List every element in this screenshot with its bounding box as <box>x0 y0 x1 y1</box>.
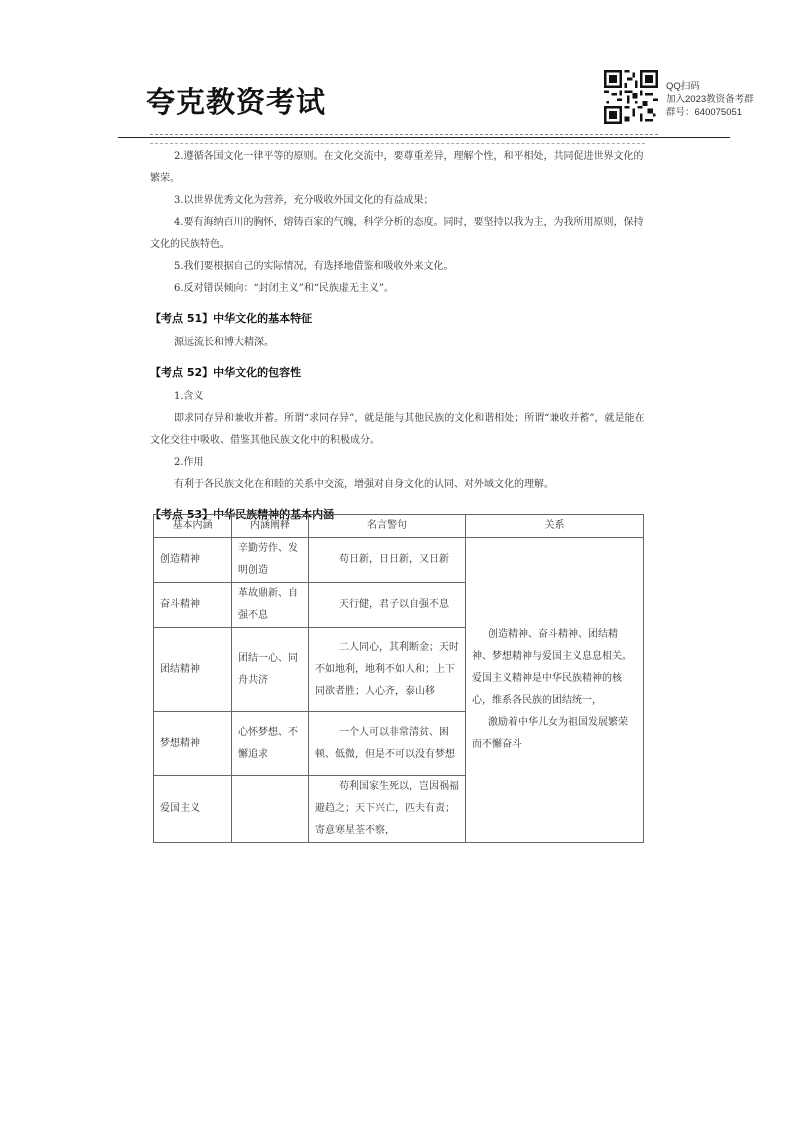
brand-logo-text: 夸克教资考试 <box>146 85 327 119</box>
qr-caption-line: 加入2023教资备考群 <box>666 94 754 105</box>
section-heading: 【考点 53】中华民族精神的基本内涵 <box>150 508 335 521</box>
cell-explain: 团结一心、同舟共济 <box>232 628 309 712</box>
document-body <box>150 146 650 528</box>
cell-quote: 天行健，君子以自强不息 <box>309 583 466 628</box>
cell-quote: 苟日新，日日新，又日新 <box>309 538 466 583</box>
paragraph: 源远流长和博大精深。 <box>174 337 274 348</box>
cell-explain: 心怀梦想、不懈追求 <box>232 712 309 776</box>
paragraph: 有利于各民族文化在和睦的关系中交流，增强对自身文化的认同、对外域文化的理解。 <box>174 479 554 490</box>
table-row <box>154 538 644 583</box>
subheading: 2.作用 <box>174 457 204 468</box>
national-spirit-table <box>153 514 644 843</box>
header-rule <box>118 137 730 138</box>
cell-name: 梦想精神 <box>154 712 232 776</box>
qr-caption <box>666 80 754 119</box>
paragraph: 6.反对错误倾向：“封闭主义”和“民族虚无主义”。 <box>174 283 394 294</box>
header-dashed-rule <box>150 134 658 135</box>
qr-caption-line: 群号：640075051 <box>666 107 743 118</box>
content-top-rule <box>150 143 645 144</box>
cell-name: 创造精神 <box>154 538 232 583</box>
qr-code-icon[interactable] <box>604 70 658 124</box>
cell-explain <box>232 776 309 843</box>
paragraph: 4.要有海纳百川的胸怀，熔铸百家的气魄，科学分析的态度。同时，要坚持以我为主，为我所用原则，保持文化的民族特色。 <box>150 217 644 250</box>
section-heading: 【考点 52】中华文化的包容性 <box>150 366 302 379</box>
cell-name: 爱国主义 <box>154 776 232 843</box>
column-header: 关系 <box>466 515 644 538</box>
paragraph: 3.以世界优秀文化为营养，充分吸收外国文化的有益成果； <box>174 195 434 206</box>
relation-text: 激励着中华儿女为祖国发展繁荣而不懈奋斗 <box>472 717 628 750</box>
cell-relation <box>466 538 644 843</box>
table-header-row <box>154 515 644 538</box>
cell-name: 奋斗精神 <box>154 583 232 628</box>
paragraph: 2.遵循各国文化一律平等的原则。在文化交流中，要尊重差异，理解个性，和平相处，共同促进世界文化的繁荣。 <box>150 151 644 184</box>
column-header: 名言警句 <box>309 515 466 538</box>
qr-caption-line: QQ扫码 <box>666 81 700 92</box>
column-header: 基本内涵 <box>154 515 232 538</box>
cell-quote: 二人同心，其利断金；天时不如地利，地利不如人和；上下同欲者胜；人心齐，泰山移 <box>309 628 466 712</box>
cell-explain: 革故鼎新、自强不息 <box>232 583 309 628</box>
cell-name: 团结精神 <box>154 628 232 712</box>
subheading: 1.含义 <box>174 391 204 402</box>
section-heading: 【考点 51】中华文化的基本特征 <box>150 312 313 325</box>
paragraph: 5.我们要根据自己的实际情况，有选择地借鉴和吸收外来文化。 <box>174 261 454 272</box>
column-header: 内涵阐释 <box>232 515 309 538</box>
cell-explain: 辛勤劳作、发明创造 <box>232 538 309 583</box>
paragraph: 即求同存异和兼收并蓄。所谓“求同存异”，就是能与其他民族的文化和谐相处；所谓“兼收并蓄”，就是能在文化交往中吸收、借鉴其他民族文化中的积极成分。 <box>150 413 645 446</box>
cell-quote: 一个人可以非常清贫、困顿、低微，但是不可以没有梦想 <box>309 712 466 776</box>
relation-text: 创造精神、奋斗精神、团结精神、梦想精神与爱国主义息息相关。爱国主义精神是中华民族精神的核心，维系各民族的团结统一， <box>472 629 632 706</box>
cell-quote: 苟利国家生死以，岂因祸福避趋之；天下兴亡，匹夫有责；寄意寒星荃不察， <box>309 776 466 843</box>
